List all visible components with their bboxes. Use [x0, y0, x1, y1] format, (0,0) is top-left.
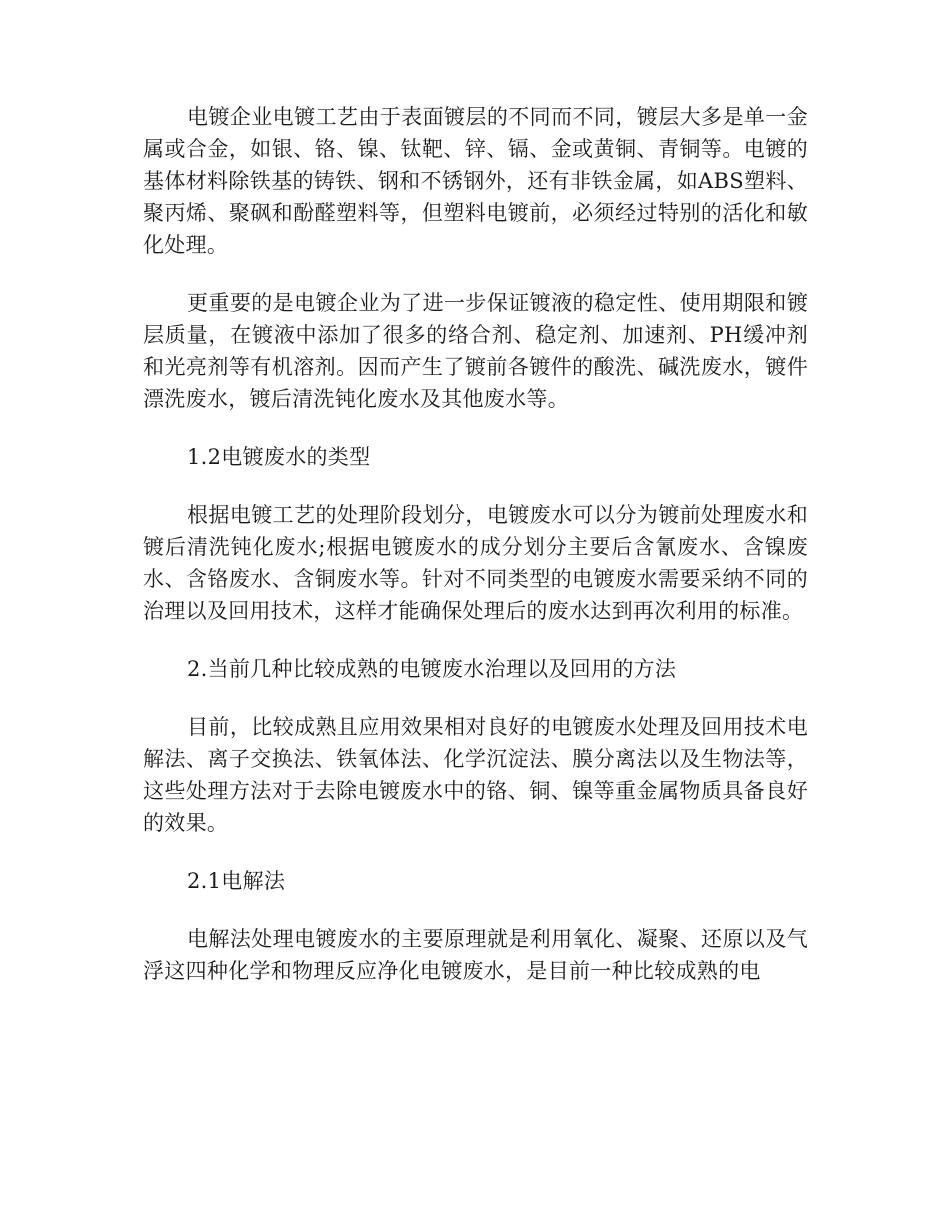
- section-heading-treatment-methods: 2.当前几种比较成熟的电镀废水治理以及回用的方法: [187, 657, 677, 681]
- paragraph-electrolysis-principle: 电解法处理电镀废水的主要原理就是利用氧化、凝聚、还原以及气浮这四种化学和物理反应净化电镀废水，是目前一种比较成熟的电: [143, 927, 808, 983]
- paragraph-bath-additives: 更重要的是电镀企业为了进一步保证镀液的稳定性、使用期限和镀层质量，在镀液中添加了很多的络合剂、稳定剂、加速剂、PH缓冲剂和光亮剂等有机溶剂。因而产生了镀前各镀件的酸洗、碱洗废水，镀件漂洗废水，镀后清洗钝化废水及其他废水等。: [143, 291, 808, 411]
- paragraph-electroplating-process: 电镀企业电镀工艺由于表面镀层的不同而不同，镀层大多是单一金属或合金，如银、铬、镍、钛靶、锌、镉、金或黄铜、青铜等。电镀的基体材料除铁基的铸铁、钢和不锈钢外，还有非铁金属，如ABS塑料、聚丙烯、聚砜和酚醛塑料等，但塑料电镀前，必须经过特别的活化和敏化处理。: [143, 105, 808, 257]
- document-body: [143, 101, 808, 1013]
- section-heading-electrolysis: 2.1电解法: [187, 869, 286, 893]
- paragraph-treatment-overview: 目前，比较成熟且应用效果相对良好的电镀废水处理及回用技术电解法、离子交换法、铁氧体法、化学沉淀法、膜分离法以及生物法等，这些处理方法对于去除电镀废水中的铬、铜、镍等重金属物质具备良好的效果。: [143, 715, 808, 835]
- section-heading-wastewater-types: 1.2电镀废水的类型: [187, 445, 371, 469]
- paragraph-wastewater-classification: 根据电镀工艺的处理阶段划分，电镀废水可以分为镀前处理废水和镀后清洗钝化废水;根据电镀废水的成分划分主要后含氰废水、含镍废水、含铬废水、含铜废水等。针对不同类型的电镀废水需要采纳不同的治理以及回用技术，这样才能确保处理后的废水达到再次利用的标准。: [143, 503, 808, 623]
